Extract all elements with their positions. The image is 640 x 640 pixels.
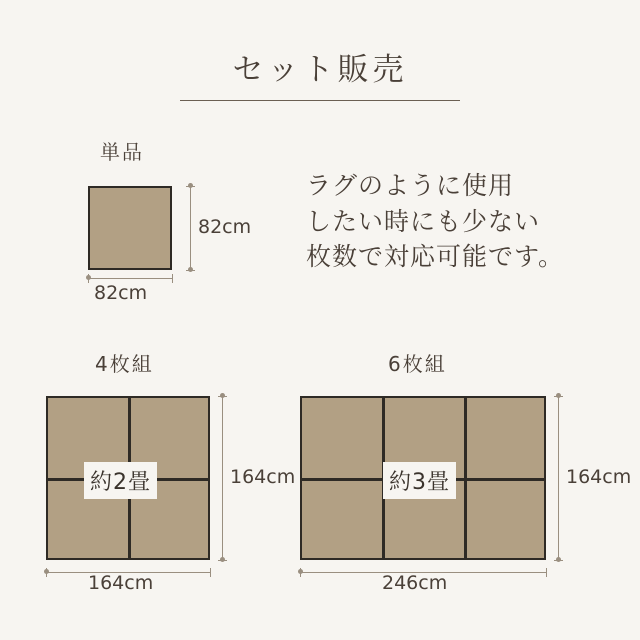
dimension-label-four-height: 164cm — [230, 466, 296, 488]
dimension-line-four-height — [222, 396, 223, 560]
description-line-1: ラグのように使用 — [306, 171, 515, 200]
mat-six-area-label: 約3畳 — [383, 462, 456, 499]
description-line-2: したい時にも少ない — [306, 206, 541, 236]
dimension-tick-six-width-right — [546, 568, 547, 577]
corner-dot-six-bottom-left — [298, 569, 303, 574]
page-title: セット販売 — [232, 52, 408, 88]
corner-dot-six-bottom-right — [556, 557, 561, 562]
corner-dot-six-top-right — [556, 393, 561, 398]
section-label-six: 6枚組 — [388, 352, 447, 376]
corner-dot-four-bottom-right — [220, 557, 225, 562]
dimension-line-single-width — [88, 278, 172, 279]
description-line-3: 枚数で対応可能です。 — [306, 242, 565, 271]
title-divider — [180, 100, 460, 101]
section-label-four: 4枚組 — [95, 352, 154, 376]
section-label-single: 単品 — [100, 140, 144, 164]
dimension-label-single-height: 82cm — [198, 216, 252, 238]
dimension-label-single-width: 82cm — [94, 282, 148, 304]
mat-four-area-label: 約2畳 — [84, 462, 157, 499]
dimension-tick-single-width-right — [172, 274, 173, 283]
mat-single — [88, 186, 172, 270]
dimension-line-six-height — [558, 396, 559, 560]
description-text — [306, 168, 606, 275]
corner-dot-single-top-right — [188, 183, 193, 188]
dimension-line-single-height — [190, 186, 191, 270]
corner-dot-four-top-right — [220, 393, 225, 398]
dimension-label-six-width: 246cm — [382, 572, 448, 594]
corner-dot-single-bottom-left — [86, 275, 91, 280]
dimension-label-six-height: 164cm — [566, 466, 632, 488]
dimension-label-four-width: 164cm — [88, 572, 154, 594]
corner-dot-four-bottom-left — [44, 569, 49, 574]
corner-dot-single-bottom-right — [188, 267, 193, 272]
dimension-tick-four-width-right — [210, 568, 211, 577]
